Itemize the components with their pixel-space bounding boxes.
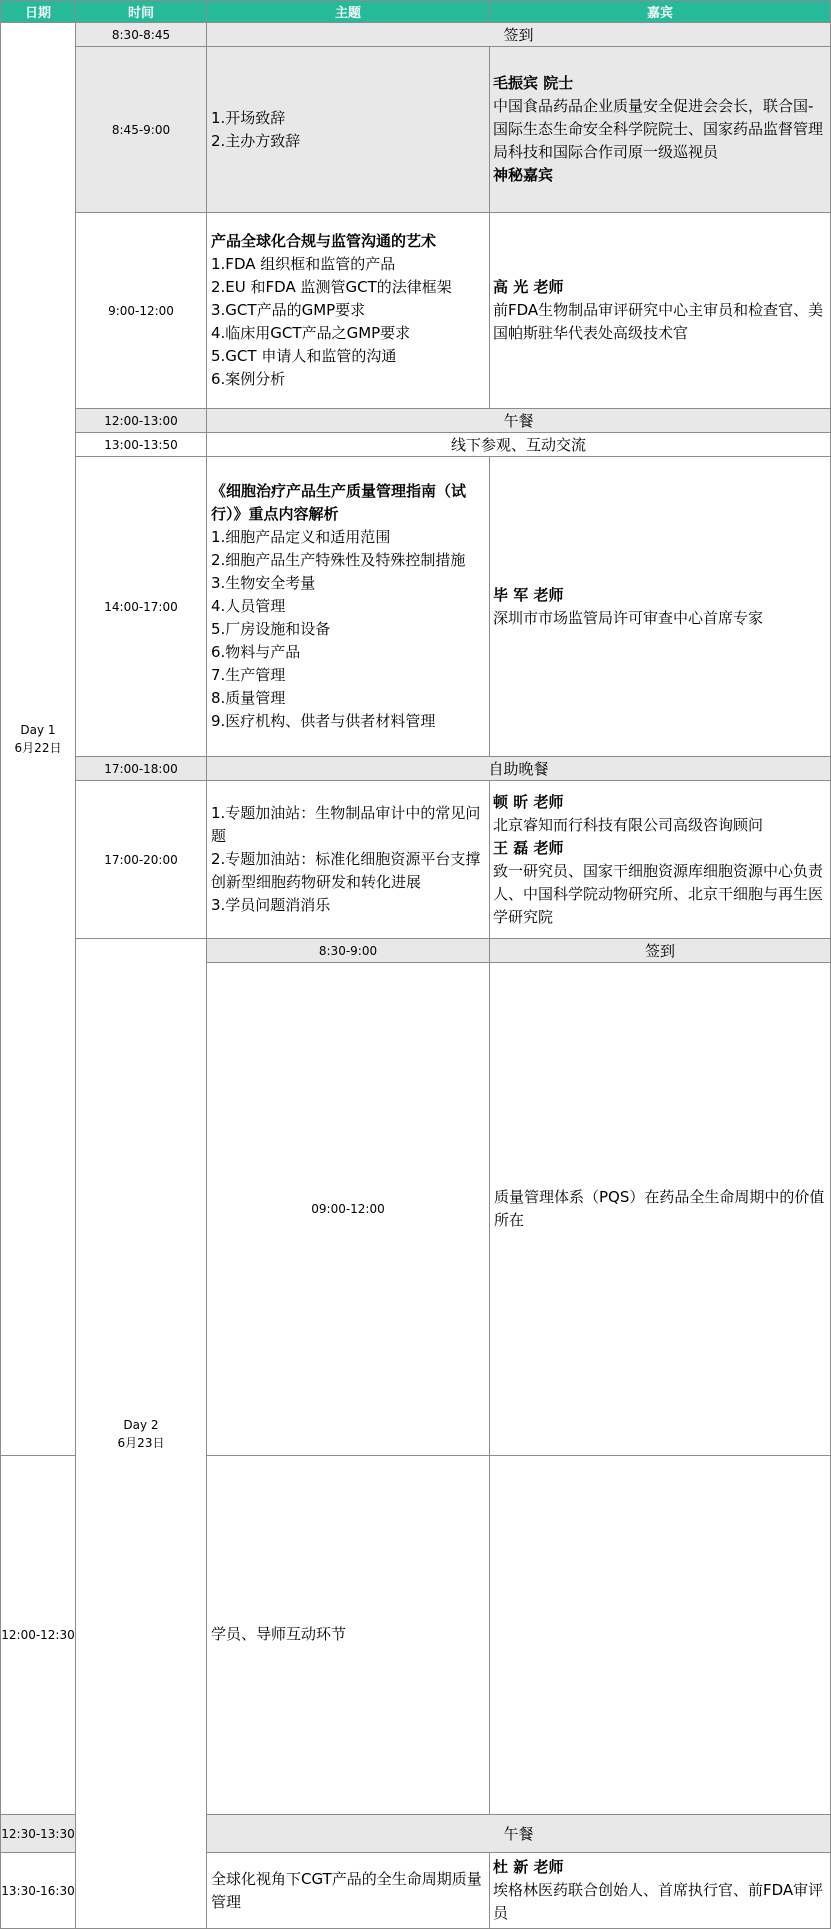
session-cell: 午餐 (207, 1815, 831, 1853)
topic-item: 2.细胞产品生产特殊性及特殊控制措施 (211, 551, 466, 569)
time-cell: 13:30-16:30 (1, 1853, 76, 1929)
session-cell: 午餐 (207, 409, 831, 433)
guest-desc: 北京睿知而行科技有限公司高级咨询顾问 (493, 815, 764, 834)
table-row (1, 457, 831, 757)
guest-desc: 致一研究员、国家干细胞资源库细胞资源中心负责人、中国科学院动物研究所、北京干细胞与再生医学研究院 (493, 861, 824, 926)
table-row (1, 757, 831, 781)
guest-desc: 中国食品药品企业质量安全促进会会长，联合国-国际生态生命安全科学院院士、国家药品监督管理局科技和国际合作司原一级巡视员 (493, 97, 824, 161)
guest-desc: 埃格林医药联合创始人、首席执行官、前FDA审评员 (493, 1881, 824, 1922)
header-topic: 主题 (207, 1, 490, 23)
guest-desc: 深圳市市场监管局许可审查中心首席专家 (493, 608, 764, 627)
time-cell: 8:45-9:00 (76, 47, 207, 213)
day2-cell (76, 939, 207, 1929)
topic-item: 4.人员管理 (211, 597, 286, 615)
day2-label: Day 2 (123, 1417, 159, 1432)
time-cell: 09:00-12:00 (207, 963, 490, 1456)
topic-item: 2.EU 和FDA 监测管GCT的法律框架 (211, 278, 452, 296)
topic-item: 8.质量管理 (211, 689, 286, 707)
header-row (1, 1, 831, 23)
topic-item: 5.厂房设施和设备 (211, 620, 331, 638)
day1-cell (1, 23, 76, 1456)
time-cell: 8:30-8:45 (76, 23, 207, 47)
guest-cell (490, 47, 831, 213)
topic-item: 1.FDA 组织框和监管的产品 (211, 255, 396, 273)
guest-name: 高 光 老师 (493, 278, 564, 296)
topic-item: 7.生产管理 (211, 666, 286, 684)
guest-name: 毕 军 老师 (493, 585, 564, 604)
topic-cell: 质量管理体系（PQS）在药品全生命周期中的价值所在 (490, 963, 831, 1456)
topic-cell: 学员、导师互动环节 (207, 1455, 490, 1814)
session-cell: 线下参观、互动交流 (207, 433, 831, 457)
header-time: 时间 (76, 1, 207, 23)
time-cell: 12:30-13:30 (1, 1815, 76, 1853)
topic-cell (207, 457, 490, 757)
time-cell: 14:00-17:00 (76, 457, 207, 757)
session-cell: 签到 (207, 23, 831, 47)
guest-name: 杜 新 老师 (493, 1858, 564, 1876)
day1-date: 6月22日 (14, 740, 62, 755)
guest-name: 毛振宾 院士 (493, 74, 574, 92)
session-cell: 签到 (490, 939, 831, 963)
topic-item: 1.开场致辞 (211, 108, 286, 127)
topic-item: 5.GCT 申请人和监管的沟通 (211, 347, 397, 365)
topic-cell (207, 781, 490, 939)
session-cell: 自助晚餐 (207, 757, 831, 781)
topic-item: 2.主办方致辞 (211, 131, 301, 150)
guest-cell (490, 781, 831, 939)
time-cell: 12:00-13:00 (76, 409, 207, 433)
day1-label: Day 1 (20, 722, 56, 737)
guest-name: 王 磊 老师 (493, 838, 564, 857)
table-row (1, 939, 831, 963)
table-row (1, 213, 831, 409)
topic-title: 《细胞治疗产品生产质量管理指南（试行）》重点内容解析 (211, 482, 467, 523)
guest-name: 顿 昕 老师 (493, 792, 564, 811)
topic-cell (207, 47, 490, 213)
time-cell: 8:30-9:00 (207, 939, 490, 963)
table-row (1, 781, 831, 939)
table-row (1, 409, 831, 433)
guest-cell (490, 457, 831, 757)
topic-item: 9.医疗机构、供者与供者材料管理 (211, 712, 436, 730)
table-row (1, 23, 831, 47)
header-date: 日期 (1, 1, 76, 23)
day2-date: 6月23日 (117, 1435, 165, 1450)
guest-cell (490, 1853, 831, 1929)
topic-item: 1.细胞产品定义和适用范围 (211, 528, 391, 546)
topic-cell: 全球化视角下CGT产品的全生命周期质量管理 (207, 1853, 490, 1929)
topic-item: 3.生物安全考量 (211, 574, 316, 592)
topic-item: 3.GCT产品的GMP要求 (211, 301, 366, 319)
time-cell: 12:00-12:30 (1, 1455, 76, 1814)
guest-name: 神秘嘉宾 (493, 166, 554, 184)
guest-desc: 前FDA生物制品审评研究中心主审员和检查官、美国帕斯驻华代表处高级技术官 (493, 301, 824, 342)
header-guest: 嘉宾 (490, 1, 831, 23)
time-cell: 9:00-12:00 (76, 213, 207, 409)
topic-cell (207, 213, 490, 409)
time-cell: 13:00-13:50 (76, 433, 207, 457)
topic-item: 6.案例分析 (211, 370, 286, 388)
topic-item: 2.专题加油站：标准化细胞资源平台支撑创新型细胞药物研发和转化进展 (211, 850, 481, 891)
guest-cell (490, 213, 831, 409)
time-cell: 17:00-18:00 (76, 757, 207, 781)
topic-item: 6.物料与产品 (211, 643, 301, 661)
topic-item: 3.学员问题消消乐 (211, 896, 331, 914)
topic-title: 产品全球化合规与监管沟通的艺术 (211, 232, 437, 250)
table-row (1, 433, 831, 457)
topic-item: 1.专题加油站：生物制品审计中的常见问题 (211, 804, 481, 845)
topic-item: 4.临床用GCT产品之GMP要求 (211, 324, 411, 342)
table-row (1, 47, 831, 213)
time-cell: 17:00-20:00 (76, 781, 207, 939)
